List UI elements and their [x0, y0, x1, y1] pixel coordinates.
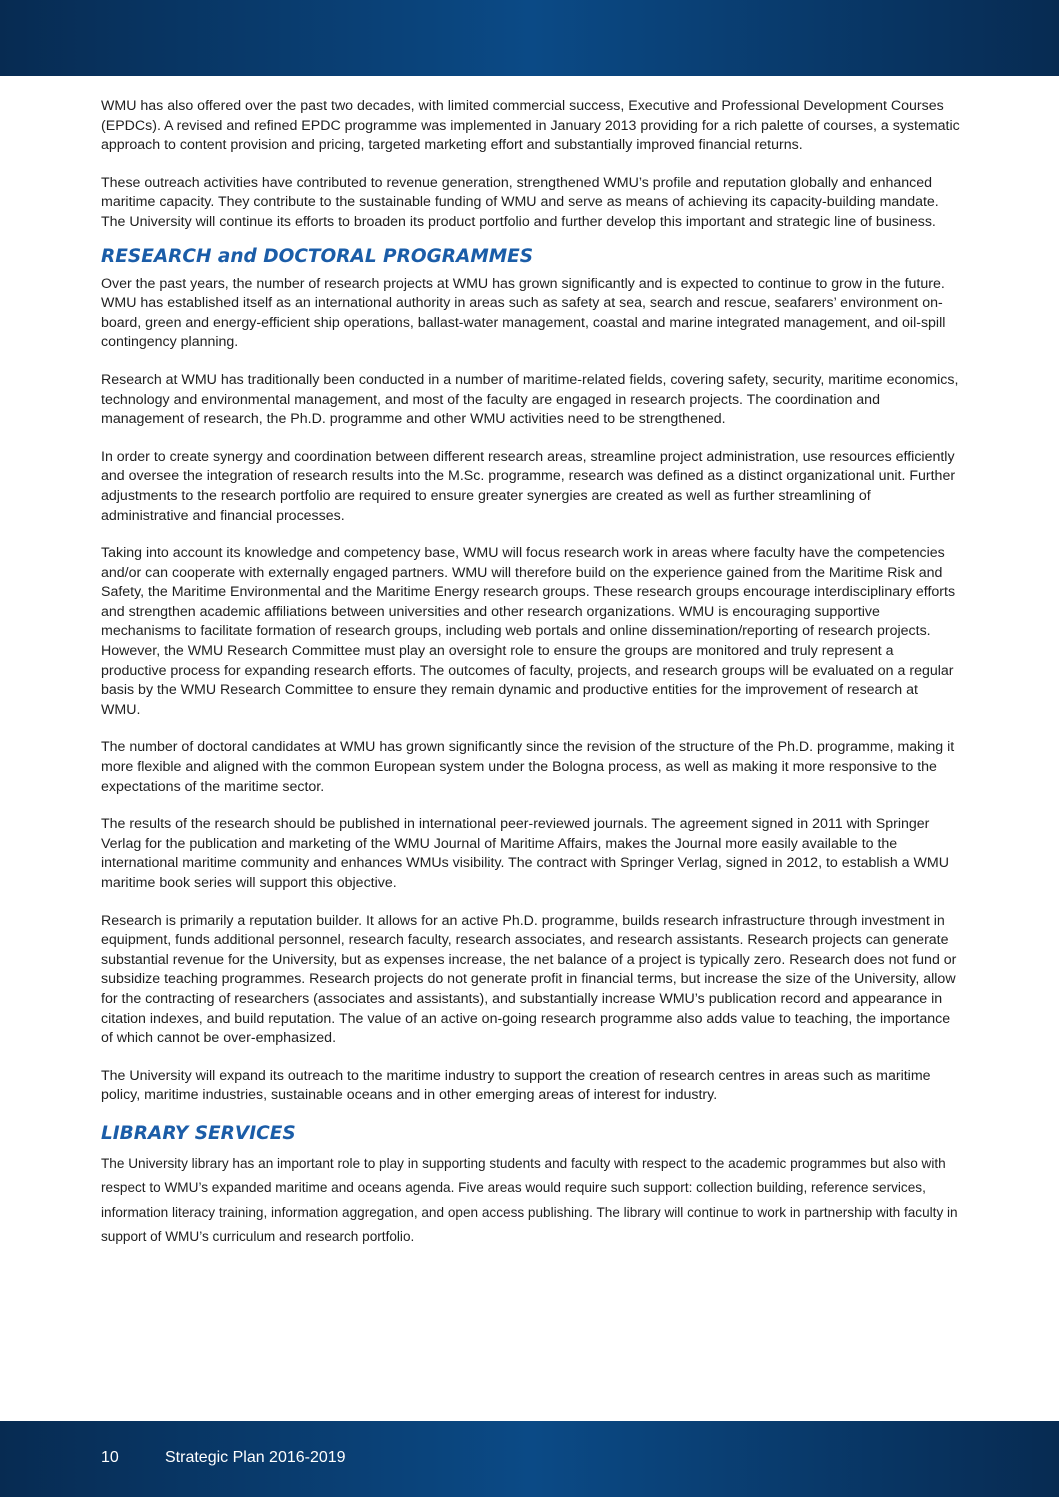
document-title: Strategic Plan 2016-2019 [165, 1449, 346, 1466]
research-heading: RESEARCH and DOCTORAL PROGRAMMES [101, 245, 534, 267]
footer-band [0, 1421, 1059, 1497]
intro-paragraph-1: WMU has also offered over the past two decades, with limited commercial success, Executive and Professional Development Courses (EPDCs). A revised and refined EPDC programme was implemented in January 2013 providing for a rich palette of courses, a systematic approach to content provision and pricing, targeted marketing effort and substantially improved financial returns. [101, 98, 960, 154]
page-number: 10 [101, 1449, 119, 1466]
research-paragraph-8: The University will expand its outreach to the maritime industry to support the creation of research centres in areas such as maritime policy, maritime industries, sustainable oceans and in other emerging areas of interest for industry. [101, 1067, 931, 1104]
intro-paragraph-2: These outreach activities have contributed to revenue generation, strengthened WMU’s profile and reputation globally and enhanced maritime capacity. They contribute to the sustainable funding of WMU and serve as means of achieving its capacity-building mandate. The University will continue its efforts to broaden its product portfolio and further develop this important and strategic line of business. [101, 174, 939, 230]
research-paragraph-7: Research is primarily a reputation builder. It allows for an active Ph.D. programme, builds research infrastructure through investment in equipment, funds additional personnel, research faculty, research associates, and research assistants. Research projects can generate substantial revenue for the University, but as expenses increase, the net balance of a project is typically zero. Research does not fund or subsidize teaching programmes. Research projects do not generate profit in financial terms, but increase the size of the University, allow for the contracting of researchers (associates and assistants), and substantially increase WMU’s publication record and appearance in citation indexes, and build reputation. The value of an active on-going research programme also adds value to teaching, the importance of which cannot be over-emphasized. [101, 912, 957, 1047]
header-band [0, 0, 1059, 76]
research-paragraph-2: Research at WMU has traditionally been conducted in a number of maritime-related fields, covering safety, security, maritime economics, technology and environmental management, and most of the faculty are engaged in research projects. The coordination and management of research, the Ph.D. programme and other WMU activities need to be strengthened. [101, 371, 959, 428]
page-content [101, 97, 961, 1250]
research-paragraph-1: Over the past years, the number of research projects at WMU has grown significantly and is expected to continue to grow in the future. WMU has established itself as an international authority in areas such as safety at sea, search and rescue, seafarers’ environment on-board, green and energy-efficient ship operations, ballast-water management, coastal and marine integrated management, and oil-spill contingency planning. [101, 275, 946, 351]
research-paragraph-5: The number of doctoral candidates at WMU has grown significantly since the revision of the structure of the Ph.D. programme, making it more flexible and aligned with the common European system under the Bologna process, as well as making it more responsive to the expectations of the maritime sector. [101, 739, 955, 795]
library-paragraph: The University library has an important role to play in supporting students and faculty with respect to the academic programmes but also with respect to WMU’s expanded maritime and oceans agenda. Five areas would require such support: collection building, reference services, information literacy training, information aggregation, and open access publishing. The library will continue to work in partnership with faculty in support of WMU’s curriculum and research portfolio. [101, 1155, 958, 1245]
research-paragraph-6: The results of the research should be published in international peer-reviewed journals. The agreement signed in 2011 with Springer Verlag for the publication and marketing of the WMU Journal of Maritime Affairs, makes the Journal more easily available to the international maritime community and enhances WMUs visibility. The contract with Springer Verlag, signed in 2012, to establish a WMU maritime book series will support this objective. [101, 816, 949, 891]
research-paragraph-4: Taking into account its knowledge and competency base, WMU will focus research work in areas where faculty have the competencies and/or can cooperate with externally engaged partners. WMU will therefore build on the experience gained from the Maritime Risk and Safety, the Maritime Environmental and the Maritime Energy research groups. These research groups encourage interdisciplinary efforts and strengthen academic affiliations between universities and other research organizations. WMU is encouraging supportive mechanisms to facilitate formation of research groups, including web portals and online dissemination/reporting of research projects. However, the WMU Research Committee must play an oversight role to ensure the groups are monitored and truly represent a productive process for expanding research efforts. The outcomes of faculty, projects, and research groups will be evaluated on a regular basis by the WMU Research Committee to ensure they remain dynamic and productive entities for the improvement of research at WMU. [101, 545, 956, 718]
research-paragraph-3: In order to create synergy and coordination between different research areas, streamline project administration, use resources efficiently and oversee the integration of research results into the M.Sc. programme, research was defined as a distinct organizational unit. Further adjustments to the research portfolio are required to ensure greater synergies are created as well as further streamlining of administrative and financial processes. [101, 448, 956, 524]
library-heading: LIBRARY SERVICES [101, 1122, 296, 1144]
